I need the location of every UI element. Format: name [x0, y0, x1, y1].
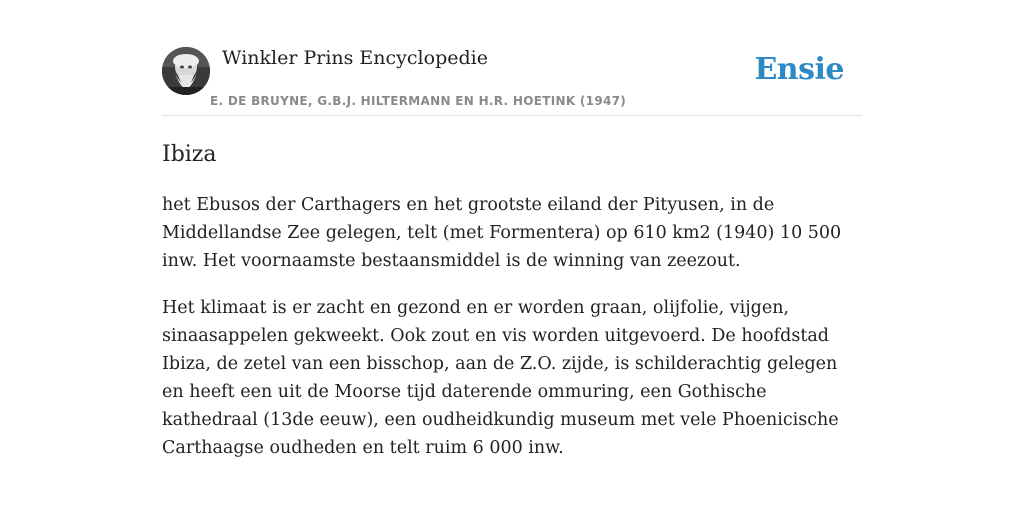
- page: [162, 0, 862, 462]
- publication-title[interactable]: Winkler Prins Encyclopedie: [222, 47, 488, 69]
- entry-content: [162, 191, 862, 462]
- entry-title: Ibiza: [162, 142, 217, 167]
- authors-line: E. DE BRUYNE, G.B.J. HILTERMANN EN H.R. HOETINK (1947): [210, 94, 627, 108]
- header: [162, 46, 862, 116]
- paragraph: het Ebusos der Carthagers en het grootste eiland der Pityusen, in de Middellandse Zee gelegen, telt (met Formentera) op 610 km2 (1940) 10 500 inw. Het voornaamste bestaansmiddel is de winning van zeezout.: [162, 195, 842, 271]
- paragraph: Het klimaat is er zacht en gezond en er worden graan, olijfolie, vijgen, sinaasappelen gekweekt. Ook zout en vis worden uitgevoerd. De hoofdstad Ibiza, de zetel van een bisschop, aan de Z.O. zijde, is schilderachtig gelegen en heeft een uit de Moorse tijd daterende ommuring, een Gothische kathedraal (13de eeuw), een oudheidkundig museum met vele Phoenicische Carthaagse oudheden en telt ruim 6 000 inw.: [162, 298, 839, 458]
- ensie-logo[interactable]: Ensie: [754, 52, 844, 87]
- author-portrait-icon[interactable]: [162, 47, 210, 95]
